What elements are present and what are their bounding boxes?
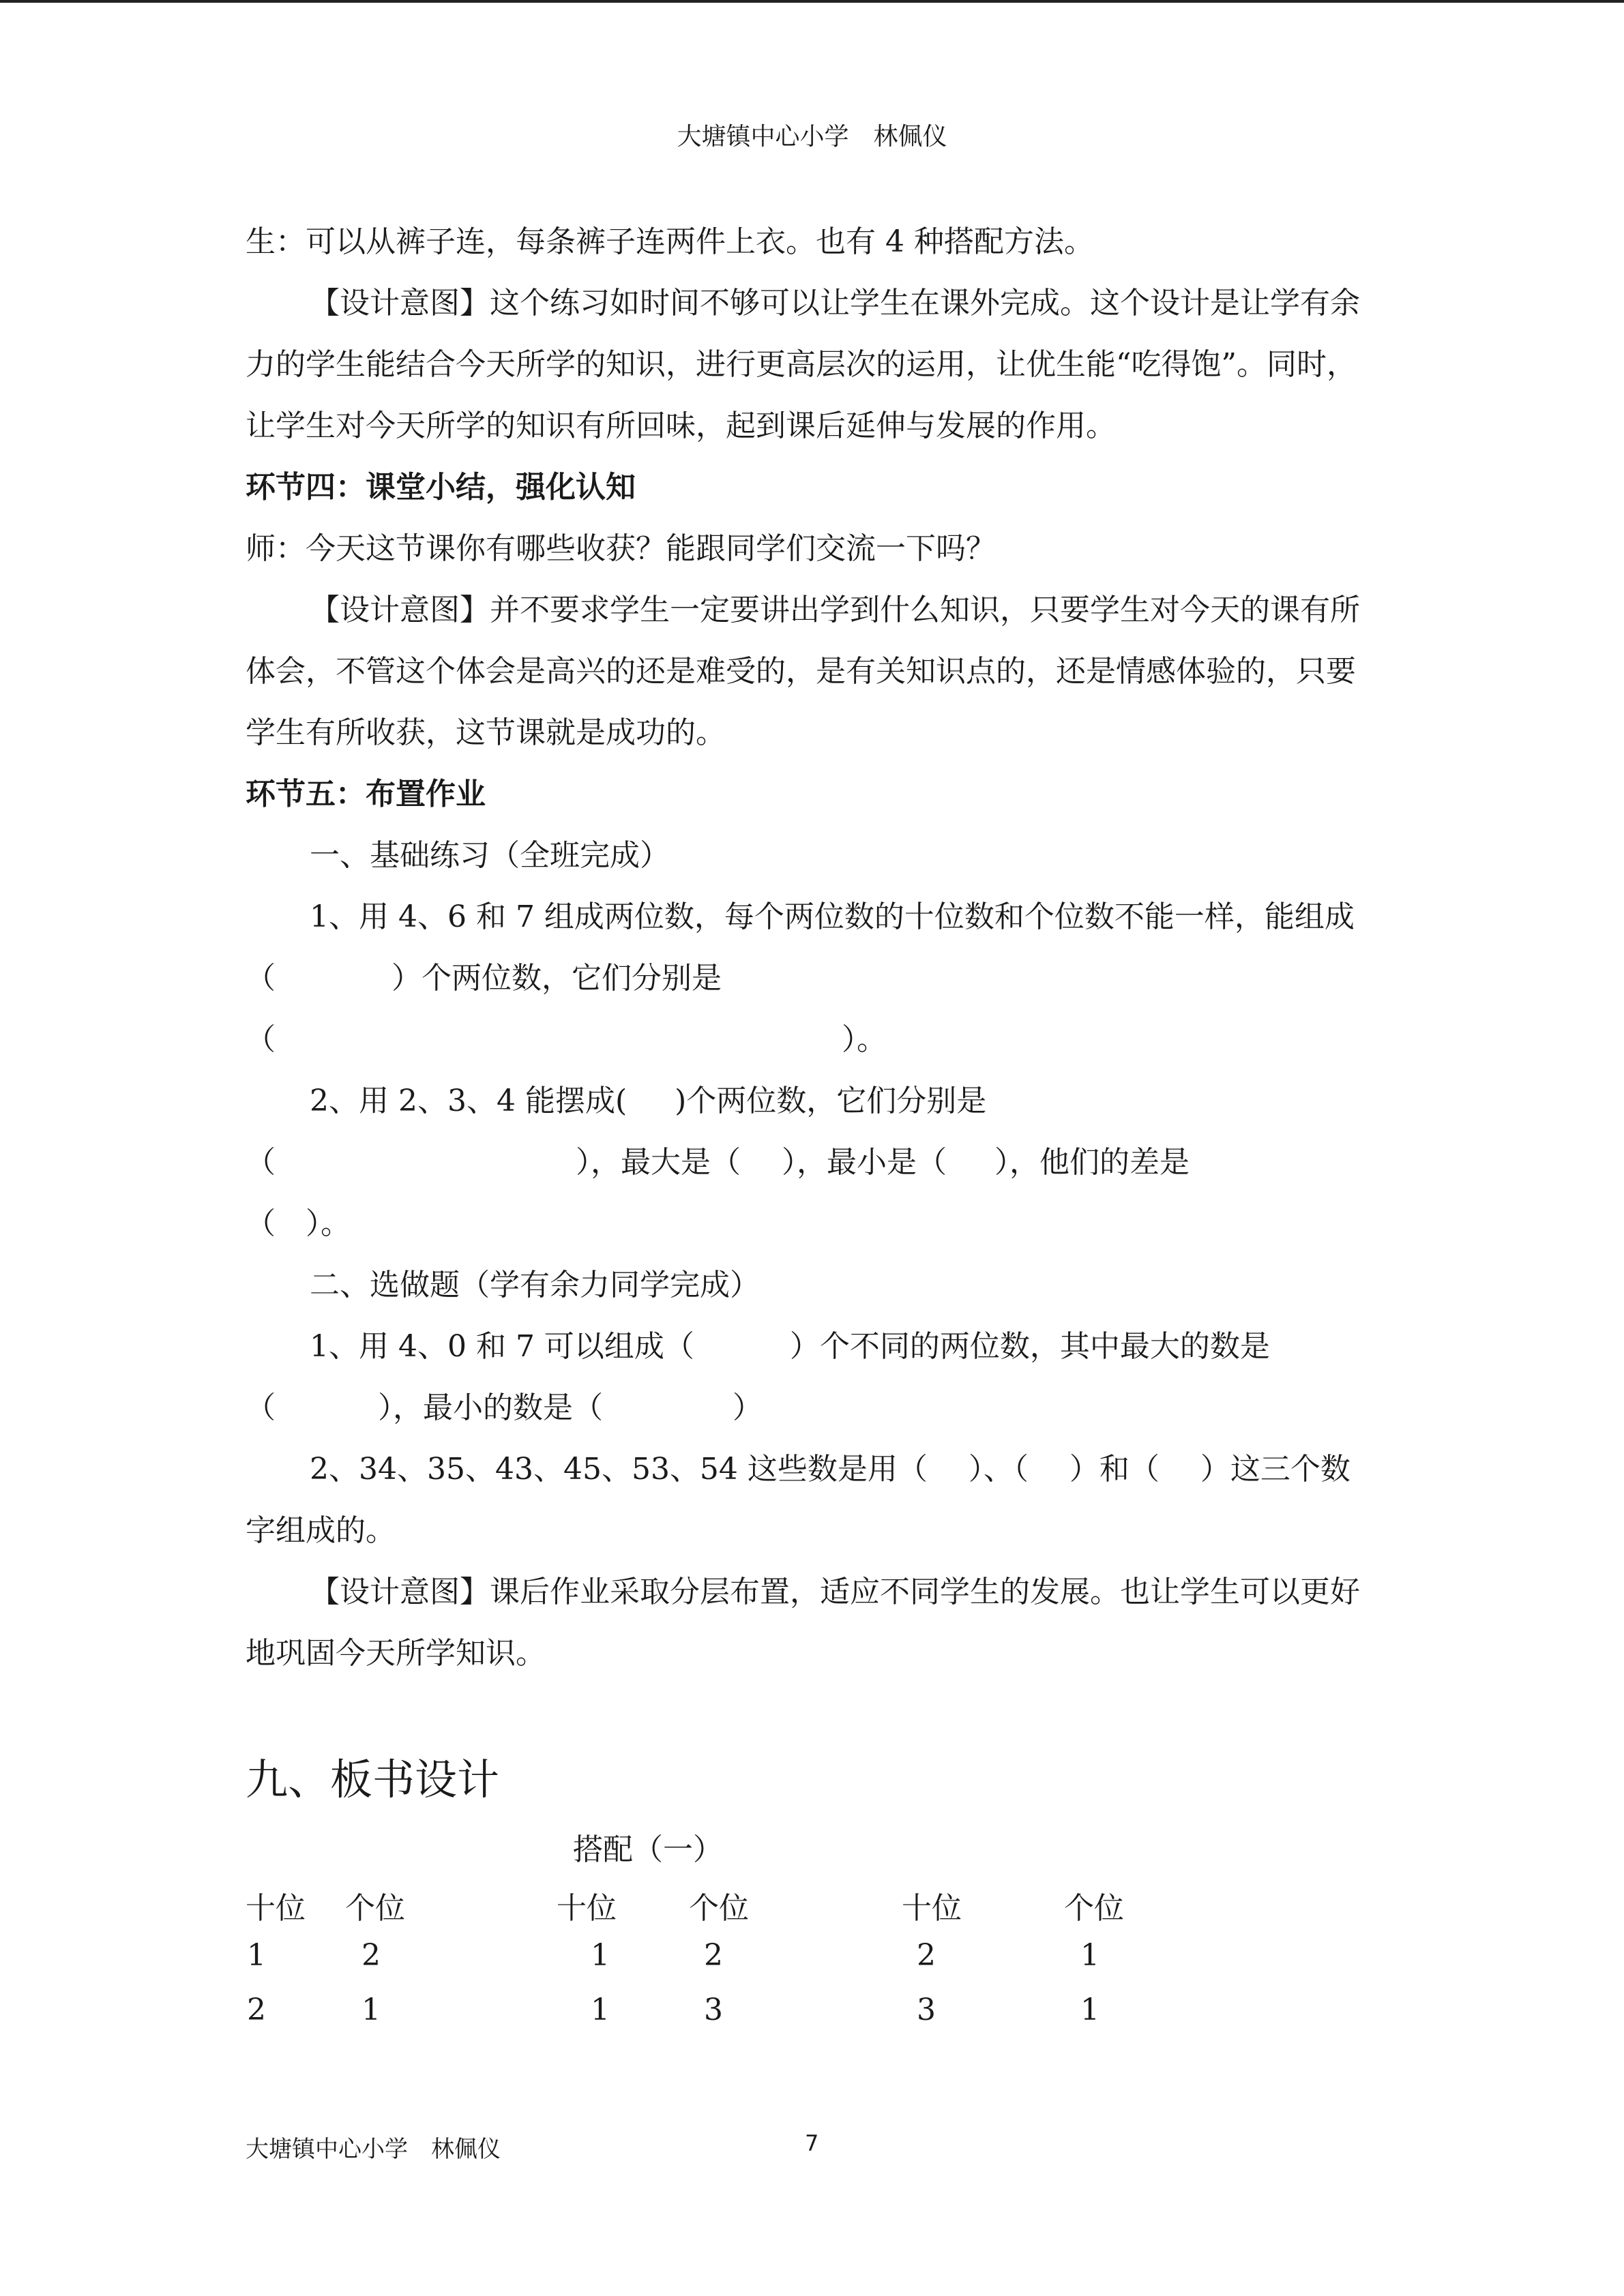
exercise-4-text-d: ）这三个数字组成的。	[246, 1452, 1350, 1548]
board-cell: 2	[361, 1938, 381, 1973]
paragraph-teacher-question: 师：今天这节课你有哪些收获？能跟同学们交流一下吗？	[246, 531, 996, 566]
board-header-tens: 十位	[246, 1891, 306, 1926]
exercise-2-text-f: ），他们的差是	[994, 1145, 1190, 1180]
exercise-3	[246, 1316, 1364, 1377]
board-cell: 3	[704, 1993, 723, 2027]
heading-step-five: 环节五：布置作业	[246, 777, 486, 811]
board-header-ones: 个位	[1064, 1891, 1124, 1926]
exercise-1-answer-line	[246, 1009, 1364, 1071]
exercise-2-text-a: 2、用 2、3、4 能摆成(	[310, 1084, 628, 1118]
exercise-4	[246, 1439, 1364, 1562]
heading-step-four: 环节四：课堂小结，强化认知	[246, 470, 636, 505]
paragraph-student-answer: 生：可以从裤子连，每条裤子连两件上衣。也有 4 种搭配方法。	[246, 224, 1094, 259]
exercise-4-text-a: 2、34、35、43、45、53、54 这些数是用（	[310, 1452, 928, 1487]
exercise-4-text-b: ）、（	[968, 1452, 1029, 1487]
page-header: 大塘镇中心小学 林佩仪	[677, 123, 947, 151]
exercise-2-difference: （ ）。	[246, 1206, 351, 1241]
board-cell: 1	[591, 1938, 610, 1973]
exercise-2-answer-line	[246, 1132, 1364, 1193]
page-number: 7	[805, 2130, 819, 2156]
board-header-tens: 十位	[902, 1891, 962, 1926]
paragraph-design-intent-2: 【设计意图】并不要求学生一定要讲出学到什么知识，只要学生对今天的课有所体会，不管这个体会是高兴的还是难受的，是有关知识点的，还是情感体验的，只要学生有所收获，这节课就是成功的。	[246, 593, 1360, 750]
exercise-3-text-c: （	[246, 1390, 276, 1425]
exercise-1-text-a: 1、用 4、6 和 7 组成两位数，每个两位数的十位数和个位数不能一样，能组成（	[246, 899, 1355, 996]
exercise-3-text-a: 1、用 4、0 和 7 可以组成（	[310, 1329, 694, 1364]
exercise-1-text-c: （	[246, 1022, 276, 1057]
board-cell: 3	[917, 1993, 936, 2027]
board-cell: 1	[591, 1993, 610, 2027]
board-cell: 2	[917, 1938, 936, 1973]
exercise-1-text-b: ）个两位数，它们分别是	[392, 961, 722, 996]
exercise-1	[246, 886, 1364, 1009]
subheading-basic-practice: 一、基础练习（全班完成）	[310, 838, 670, 873]
board-header-ones: 个位	[689, 1891, 749, 1926]
page-top-border	[0, 0, 1624, 3]
board-cell: 1	[1080, 1993, 1099, 2027]
exercise-2-text-d: ），最大是（	[576, 1145, 741, 1180]
exercise-1-text-d: ）。	[842, 1022, 887, 1057]
board-cell: 1	[247, 1938, 266, 1973]
exercise-3-text-d: ），最小的数是（	[378, 1390, 603, 1425]
section-heading-board-design: 九、板书设计	[246, 1755, 500, 1804]
board-header-tens: 十位	[557, 1891, 617, 1926]
footer-school: 大塘镇中心小学 林佩仪	[246, 2136, 501, 2163]
board-cell: 2	[247, 1993, 266, 2027]
board-title: 搭配（一）	[573, 1832, 723, 1867]
paragraph-design-intent-3: 【设计意图】课后作业采取分层布置，适应不同学生的发展。也让学生可以更好地巩固今天所学知识。	[246, 1575, 1360, 1671]
document-body	[246, 211, 1364, 1684]
exercise-3-answer-line	[246, 1377, 1364, 1439]
subheading-optional-practice: 二、选做题（学有余力同学完成）	[310, 1268, 760, 1302]
board-header-ones: 个位	[345, 1891, 405, 1926]
board-cell: 2	[704, 1938, 723, 1973]
exercise-4-text-c: ）和（	[1069, 1452, 1160, 1487]
exercise-2-text-c: （	[246, 1145, 276, 1180]
paragraph-design-intent-1: 【设计意图】这个练习如时间不够可以让学生在课外完成。这个设计是让学有余力的学生能结合今天所学的知识，进行更高层次的运用，让优生能“吃得饱”。同时，让学生对今天所学的知识有所回味，起到课后延伸与发展的作用。	[246, 286, 1360, 443]
exercise-3-text-b: ）个不同的两位数，其中最大的数是	[789, 1329, 1270, 1364]
board-cell: 1	[1080, 1938, 1099, 1973]
exercise-2	[246, 1071, 1364, 1132]
board-cell: 1	[361, 1993, 381, 2027]
exercise-2-text-e: ），最小是（	[782, 1145, 947, 1180]
exercise-2-text-b: )个两位数，它们分别是	[675, 1084, 987, 1118]
exercise-3-text-e: ）	[733, 1390, 763, 1425]
